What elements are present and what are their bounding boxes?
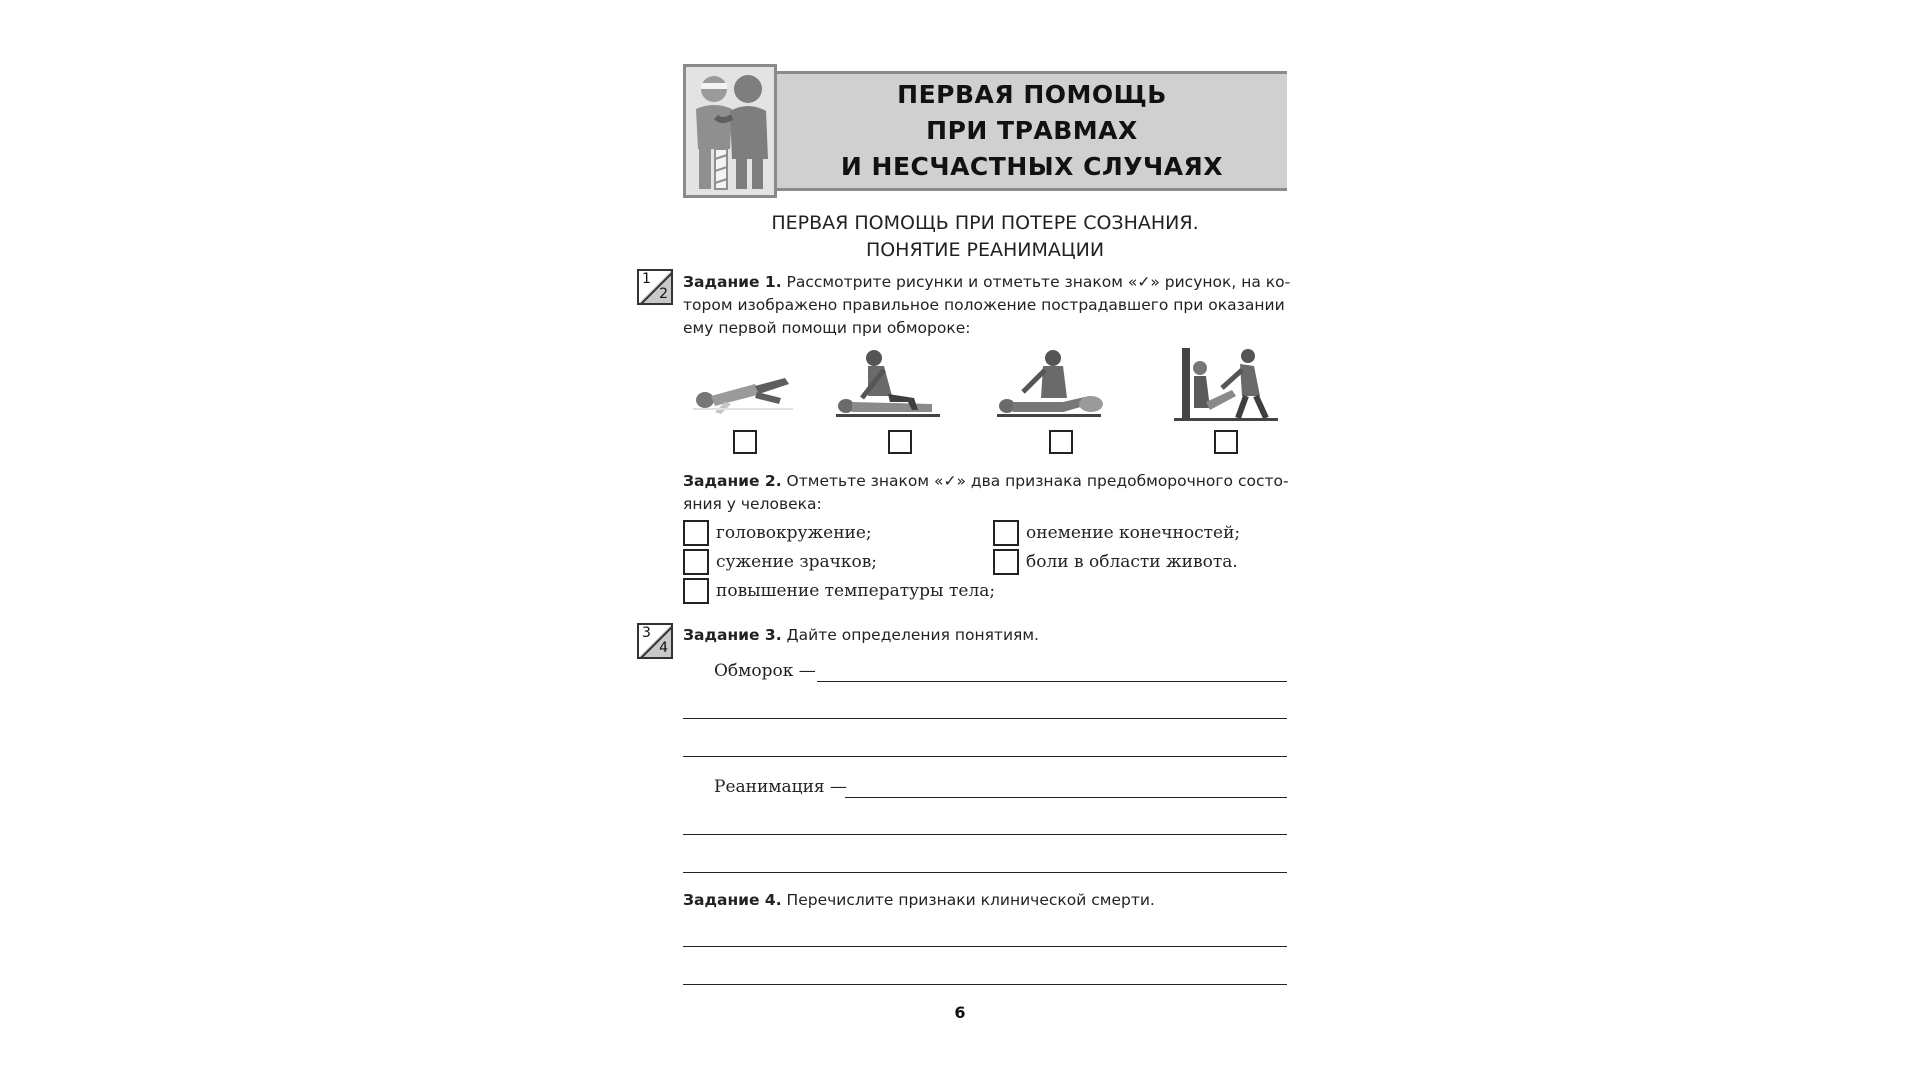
option-limb-numbness	[993, 519, 1240, 547]
option-dizziness	[683, 519, 872, 547]
option-checkbox[interactable]	[993, 520, 1019, 546]
answer-line[interactable]	[683, 718, 1287, 719]
task-1-line: ему первой помощи при обмороке:	[683, 319, 971, 337]
figure-2-checkbox[interactable]	[888, 430, 912, 454]
level-badge-1-2	[637, 269, 673, 305]
figure-person-lying-on-side	[685, 348, 800, 428]
figure-legs-raised-on-pillow	[993, 348, 1108, 428]
figure-sitting-against-wall	[1170, 348, 1285, 428]
badge-top-number: 1	[642, 271, 651, 287]
task-4	[683, 889, 1287, 912]
section-title-line: ПЕРВАЯ ПОМОЩЬ ПРИ ПОТЕРЕ СОЗНАНИЯ.	[771, 212, 1199, 234]
task-2-line	[683, 470, 1287, 493]
task-3-text: Дайте определения понятиям.	[781, 626, 1039, 644]
option-pupil-constriction	[683, 548, 877, 576]
task-1	[683, 271, 1291, 340]
task-4-label: Задание 4.	[683, 891, 782, 909]
option-abdominal-pain	[993, 548, 1238, 576]
page-number: 6	[954, 1003, 966, 1022]
task-1-label: Задание 1.	[683, 273, 782, 291]
option-label: боли в области живота.	[1026, 552, 1238, 572]
section-title	[683, 210, 1287, 264]
task-2-label: Задание 2.	[683, 472, 782, 490]
level-badge-3-4	[637, 623, 673, 659]
answer-line-fainting[interactable]	[817, 681, 1287, 682]
answer-line[interactable]	[683, 872, 1287, 873]
task-2-text: Отметьте знаком «✓» два признака предобморочного состо-	[781, 472, 1289, 490]
answer-line-resuscitation[interactable]	[845, 797, 1287, 798]
task-2-line: яния у человека:	[683, 495, 822, 513]
term-resuscitation: Реанимация —	[714, 777, 848, 797]
task-3-label: Задание 3.	[683, 626, 782, 644]
task-4-text: Перечислите признаки клинической смерти.	[781, 891, 1155, 909]
answer-line[interactable]	[683, 834, 1287, 835]
option-label: повышение температуры тела;	[716, 581, 996, 601]
answer-line[interactable]	[683, 946, 1287, 947]
option-label: онемение конечностей;	[1026, 523, 1241, 543]
task-1-line	[683, 271, 1291, 294]
header-band	[777, 71, 1287, 191]
figure-1-checkbox[interactable]	[733, 430, 757, 454]
option-fever	[683, 577, 995, 605]
task-1-line: тором изображено правильное положение пострадавшего при оказании	[683, 296, 1285, 314]
chapter-title-line: И НЕСЧАСТНЫХ СЛУЧАЯХ	[840, 152, 1224, 181]
task-3-line	[683, 624, 1287, 647]
badge-top-number: 3	[642, 625, 651, 641]
task-2	[683, 470, 1287, 516]
injured-people-icon	[683, 64, 777, 198]
option-checkbox[interactable]	[683, 520, 709, 546]
answer-line[interactable]	[683, 984, 1287, 985]
section-title-line: ПОНЯТИЕ РЕАНИМАЦИИ	[865, 239, 1105, 261]
option-label: сужение зрачков;	[716, 552, 878, 572]
figure-4-checkbox[interactable]	[1214, 430, 1238, 454]
option-checkbox[interactable]	[683, 578, 709, 604]
figure-cpr-kneeling	[832, 348, 947, 428]
task-1-text: Рассмотрите рисунки и отметьте знаком «✓» рисунок, на ко-	[781, 273, 1291, 291]
option-checkbox[interactable]	[683, 549, 709, 575]
task-3	[683, 624, 1287, 647]
badge-bottom-number: 4	[659, 640, 668, 656]
chapter-title	[841, 77, 1223, 185]
option-checkbox[interactable]	[993, 549, 1019, 575]
answer-line[interactable]	[683, 756, 1287, 757]
option-label: головокружение;	[716, 523, 872, 543]
chapter-title-line: ПЕРВАЯ ПОМОЩЬ	[897, 80, 1167, 109]
badge-bottom-number: 2	[659, 286, 668, 302]
task-4-line	[683, 889, 1287, 912]
figure-3-checkbox[interactable]	[1049, 430, 1073, 454]
chapter-title-line: ПРИ ТРАВМАХ	[926, 116, 1138, 145]
term-fainting: Обморок —	[714, 661, 816, 681]
